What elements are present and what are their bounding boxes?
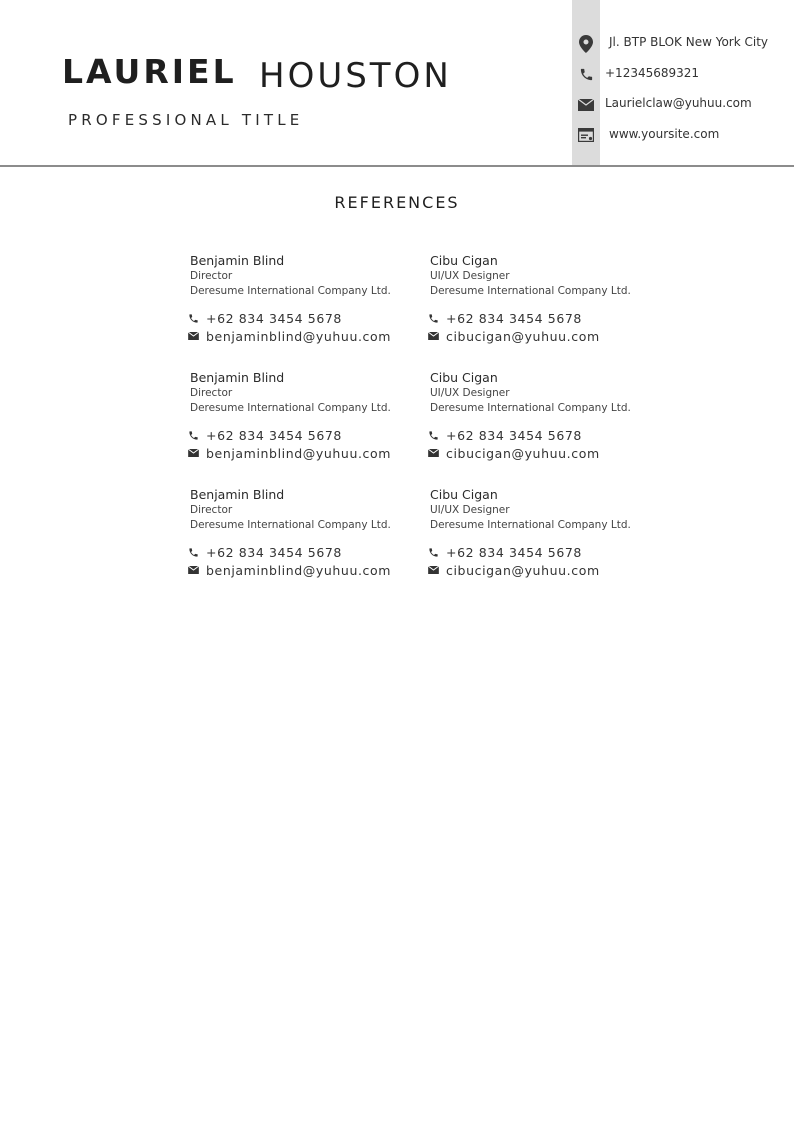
phone-icon: [186, 311, 200, 325]
envelope-icon: [186, 563, 200, 577]
envelope-icon: [426, 446, 440, 460]
contact-website[interactable]: www.yoursite.com: [609, 127, 720, 141]
browser-window-icon: [577, 126, 595, 144]
reference-email[interactable]: benjaminblind@yuhuu.com: [206, 445, 392, 461]
references-heading: REFERENCES: [334, 193, 460, 212]
reference-entry: [430, 487, 660, 579]
reference-phone-row: [186, 426, 420, 444]
reference-email[interactable]: benjaminblind@yuhuu.com: [206, 328, 392, 344]
first-name: LAURIEL: [62, 52, 237, 91]
reference-name: Benjamin Blind: [190, 487, 285, 502]
reference-name: Benjamin Blind: [190, 370, 285, 385]
reference-name: Cibu Cigan: [430, 253, 498, 268]
reference-email-row: [186, 327, 420, 345]
reference-email-row: [426, 444, 660, 462]
phone-icon: [186, 545, 200, 559]
reference-company: Deresume International Company Ltd.: [430, 402, 631, 414]
phone-icon: [186, 428, 200, 442]
reference-entry: [430, 253, 660, 345]
reference-email-row: [426, 327, 660, 345]
phone-icon: [426, 428, 440, 442]
reference-email-row: [186, 444, 420, 462]
reference-role: UI/UX Designer: [430, 504, 510, 516]
reference-role: Director: [190, 270, 233, 282]
envelope-icon: [577, 96, 595, 114]
phone-icon: [426, 311, 440, 325]
reference-company: Deresume International Company Ltd.: [430, 519, 631, 531]
location-pin-icon: [577, 35, 595, 53]
reference-phone: +62 834 3454 5678: [206, 310, 342, 326]
reference-role: Director: [190, 387, 233, 399]
reference-name: Benjamin Blind: [190, 253, 285, 268]
envelope-icon: [426, 329, 440, 343]
reference-phone-row: [186, 543, 420, 561]
reference-company: Deresume International Company Ltd.: [190, 519, 391, 531]
reference-phone: +62 834 3454 5678: [446, 427, 582, 443]
header-divider: [0, 165, 794, 167]
reference-role: UI/UX Designer: [430, 387, 510, 399]
reference-name: Cibu Cigan: [430, 370, 498, 385]
envelope-icon: [186, 446, 200, 460]
reference-email[interactable]: cibucigan@yuhuu.com: [446, 328, 600, 344]
contact-phone: +12345689321: [605, 66, 700, 80]
phone-icon: [577, 65, 595, 83]
reference-email-row: [426, 561, 660, 579]
reference-entry: [190, 253, 420, 345]
professional-title: PROFESSIONAL TITLE: [68, 111, 304, 129]
reference-company: Deresume International Company Ltd.: [430, 285, 631, 297]
envelope-icon: [186, 329, 200, 343]
reference-phone: +62 834 3454 5678: [446, 310, 582, 326]
envelope-icon: [426, 563, 440, 577]
reference-company: Deresume International Company Ltd.: [190, 402, 391, 414]
contact-address: Jl. BTP BLOK New York City: [609, 35, 769, 49]
reference-email[interactable]: cibucigan@yuhuu.com: [446, 445, 600, 461]
reference-entry: [190, 370, 420, 462]
reference-email[interactable]: benjaminblind@yuhuu.com: [206, 562, 392, 578]
reference-entry: [190, 487, 420, 579]
reference-phone-row: [426, 309, 660, 327]
last-name: HOUSTON: [259, 56, 452, 96]
reference-email[interactable]: cibucigan@yuhuu.com: [446, 562, 600, 578]
phone-icon: [426, 545, 440, 559]
reference-name: Cibu Cigan: [430, 487, 498, 502]
contact-email[interactable]: Laurielclaw@yuhuu.com: [605, 96, 752, 110]
reference-phone-row: [426, 543, 660, 561]
reference-company: Deresume International Company Ltd.: [190, 285, 391, 297]
reference-phone: +62 834 3454 5678: [446, 544, 582, 560]
reference-phone: +62 834 3454 5678: [206, 544, 342, 560]
reference-phone-row: [426, 426, 660, 444]
reference-email-row: [186, 561, 420, 579]
reference-phone-row: [186, 309, 420, 327]
reference-phone: +62 834 3454 5678: [206, 427, 342, 443]
reference-role: UI/UX Designer: [430, 270, 510, 282]
reference-role: Director: [190, 504, 233, 516]
reference-entry: [430, 370, 660, 462]
